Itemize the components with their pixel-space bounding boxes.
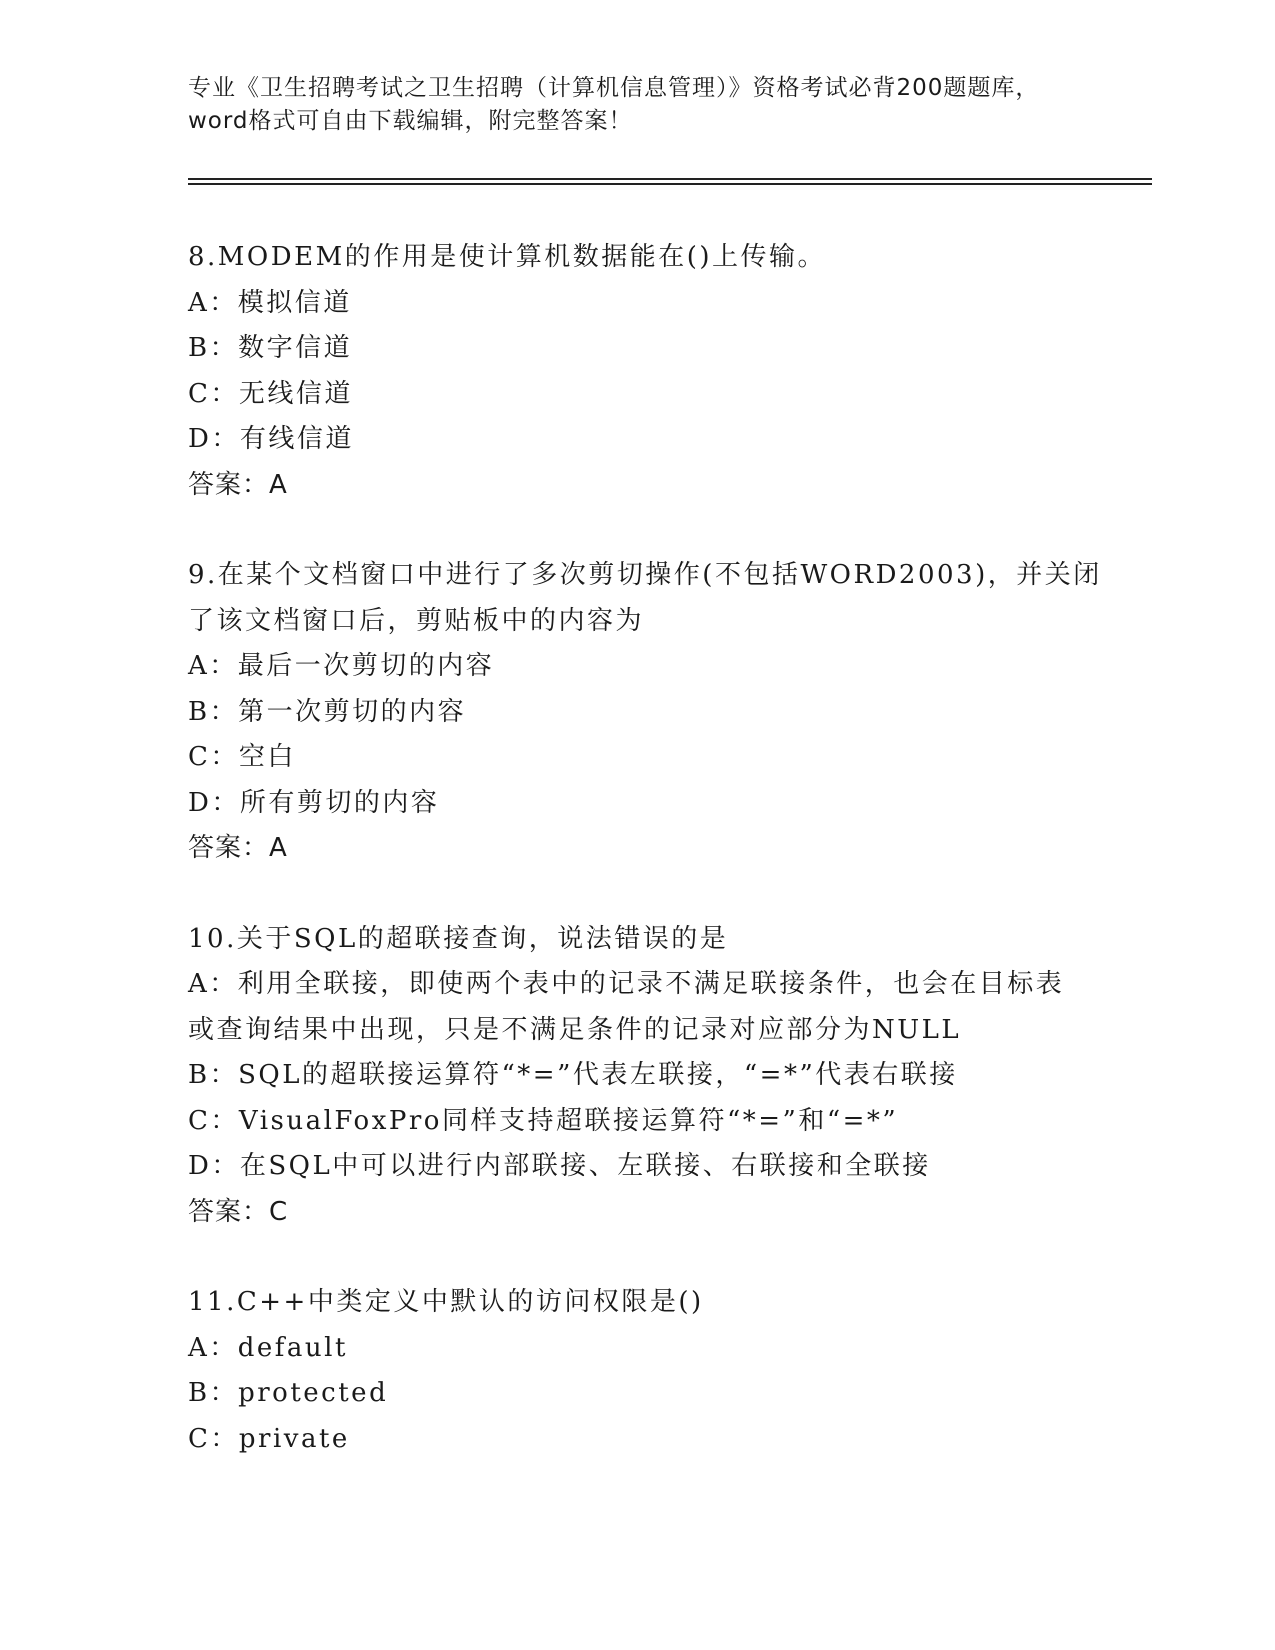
option-b: B：protected: [188, 1378, 389, 1408]
option-c: C：空白: [188, 742, 296, 772]
question-stem-continued: 了该文档窗口后，剪贴板中的内容为: [188, 605, 645, 636]
option-d: D：有线信道: [188, 424, 354, 454]
question-8: [188, 235, 1108, 508]
option-d: D：在SQL中可以进行内部联接、左联接、右联接和全联接: [188, 1151, 931, 1181]
answer-line: 答案：A: [188, 469, 288, 500]
question-list: [188, 235, 1108, 1507]
question-stem: 8.MODEM的作用是使计算机数据能在()上传输。: [188, 242, 826, 272]
option-c: C：private: [188, 1423, 350, 1454]
header-divider-top: [188, 178, 1152, 180]
option-c: C：VisualFoxPro同样支持超联接运算符“*=”和“=*”: [188, 1105, 899, 1136]
header-divider-bottom: [188, 183, 1152, 185]
question-9: [188, 553, 1108, 872]
answer-line: 答案：A: [188, 833, 288, 863]
header-line-1: 专业《卫生招聘考试之卫生招聘（计算机信息管理）》资格考试必背200题题库，: [188, 75, 1040, 101]
question-10: [188, 917, 1108, 1236]
option-a: A：最后一次剪切的内容: [188, 651, 495, 681]
question-stem: 10.关于SQL的超联接查询，说法错误的是: [188, 923, 729, 954]
option-a: A：利用全联接，即使两个表中的记录不满足联接条件，也会在目标表: [188, 969, 1065, 999]
document-header: [188, 72, 1088, 138]
question-stem: 9.在某个文档窗口中进行了多次剪切操作(不包括WORD2003)，并关闭: [188, 560, 1102, 590]
option-b: B：数字信道: [188, 333, 353, 363]
answer-line: 答案：C: [188, 1196, 289, 1227]
option-a-continued: 或查询结果中出现，只是不满足条件的记录对应部分为NULL: [188, 1014, 962, 1045]
option-b: B：第一次剪切的内容: [188, 696, 467, 727]
option-a: A：模拟信道: [188, 287, 352, 318]
option-b: B：SQL的超联接运算符“*=”代表左联接，“=*”代表右联接: [188, 1060, 958, 1090]
option-d: D：所有剪切的内容: [188, 787, 440, 818]
question-11: [188, 1280, 1108, 1462]
option-c: C：无线信道: [188, 378, 353, 409]
option-a: A：default: [188, 1332, 348, 1363]
question-stem: 11.C++中类定义中默认的访问权限是(): [188, 1287, 704, 1317]
header-line-2: word格式可自由下载编辑，附完整答案！: [188, 108, 633, 134]
